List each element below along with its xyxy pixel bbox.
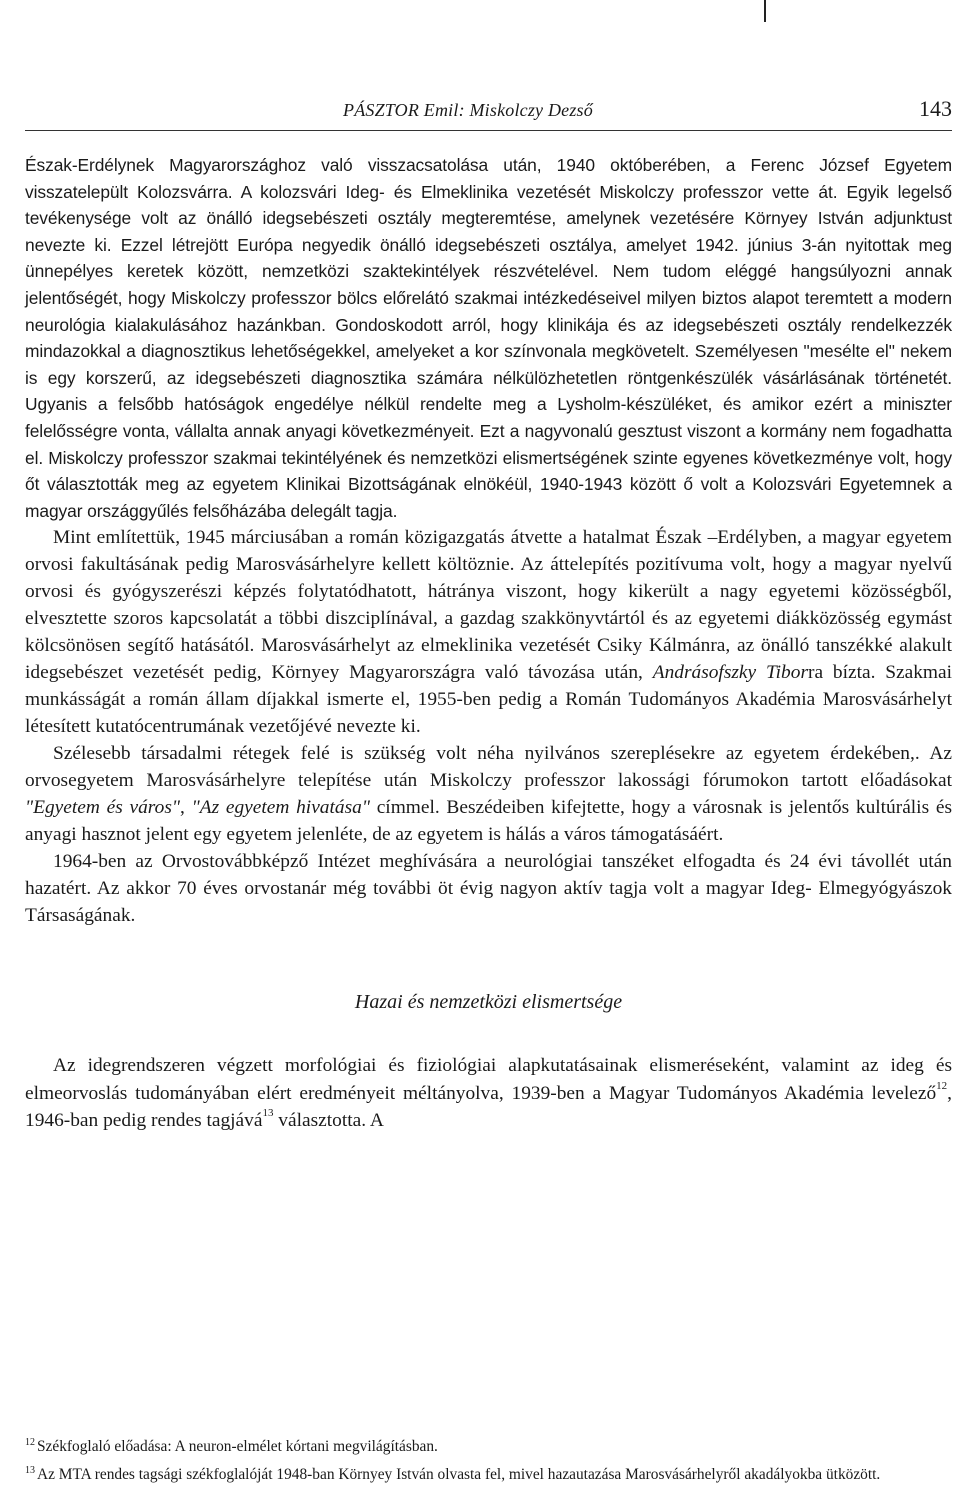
paragraph <box>25 1052 952 1134</box>
paragraph <box>25 524 952 740</box>
footnote <box>25 1432 952 1458</box>
paragraph-text: ra bízta. Szakmai munkásságát a román állam díjakkal ismerte el, 1955-ben pedig a Román Tudományos Akadémia Marosvásárhelyt létesített kutatócentrumának vezetőjévé nevezte ki. <box>25 662 953 738</box>
paragraph-block-recognition <box>25 1052 952 1134</box>
footnote-ref[interactable]: 12 <box>936 1080 948 1093</box>
paragraph: Észak-Erdélynek Magyarországhoz való visszacsatolása után, 1940 októberében, a Ferenc József Egyetem visszatelepült Kolozsvárra. A kolozsvári Ideg- és Elmeklinika vezetését Miskolczy professzor vette át. Egyik legelső tevékenysége volt az önálló idegsebészeti osztály megteremtése, amelynek vezetésére Környey István adjunktust nevezte ki. Ezzel létrejött Európa negyedik önálló idegsebészeti osztálya, amelyet 1942. június 3-án nyitottak meg ünnepélyes keretek között, nemzetközi szaktekintélyek részvételével. Nem tudom eléggé hangsúlyozni annak jelentőségét, hogy Miskolczy professzor bölcs előrelátó szakmai intézkedéseivel milyen biztos alapot teremtett a modern neurológia kialakulásához hazánkban. Gondoskodott arról, hogy klinikája és az idegsebészeti osztály rendelkezzék mindazokkal a diagnosztikus lehetőségekkel, amelyeket a kor színvonala megkövetelt. Személyesen "mesélte el" nekem is egy korszerű, az idegsebészeti diagnosztika számára nélkülözhetetlen röntgenkészülék vásárlásának történetét. Ugyanis a felsőbb hatóságok engedélye nélkül rendelte meg a Lysholm-készüléket, és amikor ezért a miniszter felelősségre vonta, vállalta annak anyagi következményeit. Ezt a nagyvonalú gesztust viszont a kormány nem fogadhatta el. Miskolczy professzor szakmai tekintélyének és nemzetközi elismertségének szinte egyenes következménye volt, hogy őt választották meg az egyetem Klinikai Bizottságának elnökéül, 1940-1943 között ő volt a Kolozsvári Egyetemnek a magyar országgyűlés felsőházába delegált tagja. <box>25 155 952 521</box>
section-heading: Hazai és nemzetközi elismertsége <box>354 991 623 1014</box>
page-edge-mark <box>764 0 766 22</box>
paragraph-block-serif <box>25 524 952 929</box>
footnote-ref[interactable]: 13 <box>262 1107 274 1120</box>
paragraph-text: címmel. Beszédeiben kifejtette, hogy a városnak is jelentős kultúrális és anyagi hasznot jelent egy egyetem jelenléte, de az egyetem is hálás a város támogatásáért. <box>25 797 952 846</box>
paragraph <box>25 740 952 848</box>
paragraph: 1964-ben az Orvostovábbképző Intézet meghívására a neurológiai tanszéket elfogadta és 24 évi távollét után hazatért. Az akkor 70 éves orvostanár még további öt évig nagyon aktív tagja volt a magyar Ideg- Elmegyógyászok Társaságának. <box>25 851 952 927</box>
paragraph-text: , 1946-ban pedig rendes tagjává <box>25 1082 952 1131</box>
footnote-number: 13 <box>25 1465 35 1477</box>
running-header <box>25 96 952 131</box>
paragraph-block-sans <box>25 152 952 524</box>
paragraph-text: Mint említettük, 1945 márciusában a román közigazgatás átvette a hatalmat Észak –Erdélyben, a magyar egyetem orvosi fakultásának pedig Marosvásárhelyre kellett költöznie. Az áttelepítés pozitívuma volt, hogy a magyar nyelvű orvosi és gyógyszerészi képzés folytatódhatott, hátránya viszont, hogy kikerült a nagy egyetemi közösségből, elvesztette szoros kapcsolatát a többi diszciplínával, a gazdag szakkönyvtártól és az egyetemi diákközösség egymást kölcsönösen segítő hatásától. Marosvásárhelyt az elmeklinika vezetését Csiky Kálmánra, az önálló tanszékké alakult idegsebészet vezetését pedig, Környey Magyarországra való távozása után, <box>25 527 952 684</box>
footnote-text: Az MTA rendes tagsági székfoglalóját 1948-ban Környey István olvasta fel, mivel hazautazása Marosvásárhelyről akadályokba ütközött. <box>37 1466 881 1484</box>
footnote <box>25 1460 952 1486</box>
article-body <box>25 152 952 1134</box>
italic-name: Andrásofszky Tibor <box>652 662 808 684</box>
running-title: PÁSZTOR Emil: Miskolczy Dezső <box>343 100 593 120</box>
page-number: 143 <box>919 96 952 121</box>
paragraph-text: választotta. A <box>273 1109 384 1131</box>
footnote-number: 12 <box>25 1437 35 1448</box>
paragraph-text: Szélesebb társadalmi rétegek felé is szükség volt néha nyilvános szereplésekre az egyetem érdekében,. Az orvosegyetem Marosvásárhelyre telepítése után Miskolczy professzor lakossági fórumokon tartott előadásokat <box>25 743 952 792</box>
lecture-title: "Az egyetem hivatása" <box>191 797 370 819</box>
footnotes <box>25 1432 952 1488</box>
paragraph-text: Az idegrendszeren végzett morfológiai és fiziológiai alapkutatásainak elismeréseként, valamint az ideg és elmeorvoslás tudományában elért eredményeit méltányolva, 1939-ben a Magyar Tudományos Akadémia levelező <box>25 1055 952 1104</box>
separator: , <box>180 797 185 819</box>
footnote-text: Székfoglaló előadása: A neuron-elmélet kórtani megvilágításban. <box>37 1438 438 1456</box>
lecture-title: "Egyetem és város" <box>25 797 181 819</box>
